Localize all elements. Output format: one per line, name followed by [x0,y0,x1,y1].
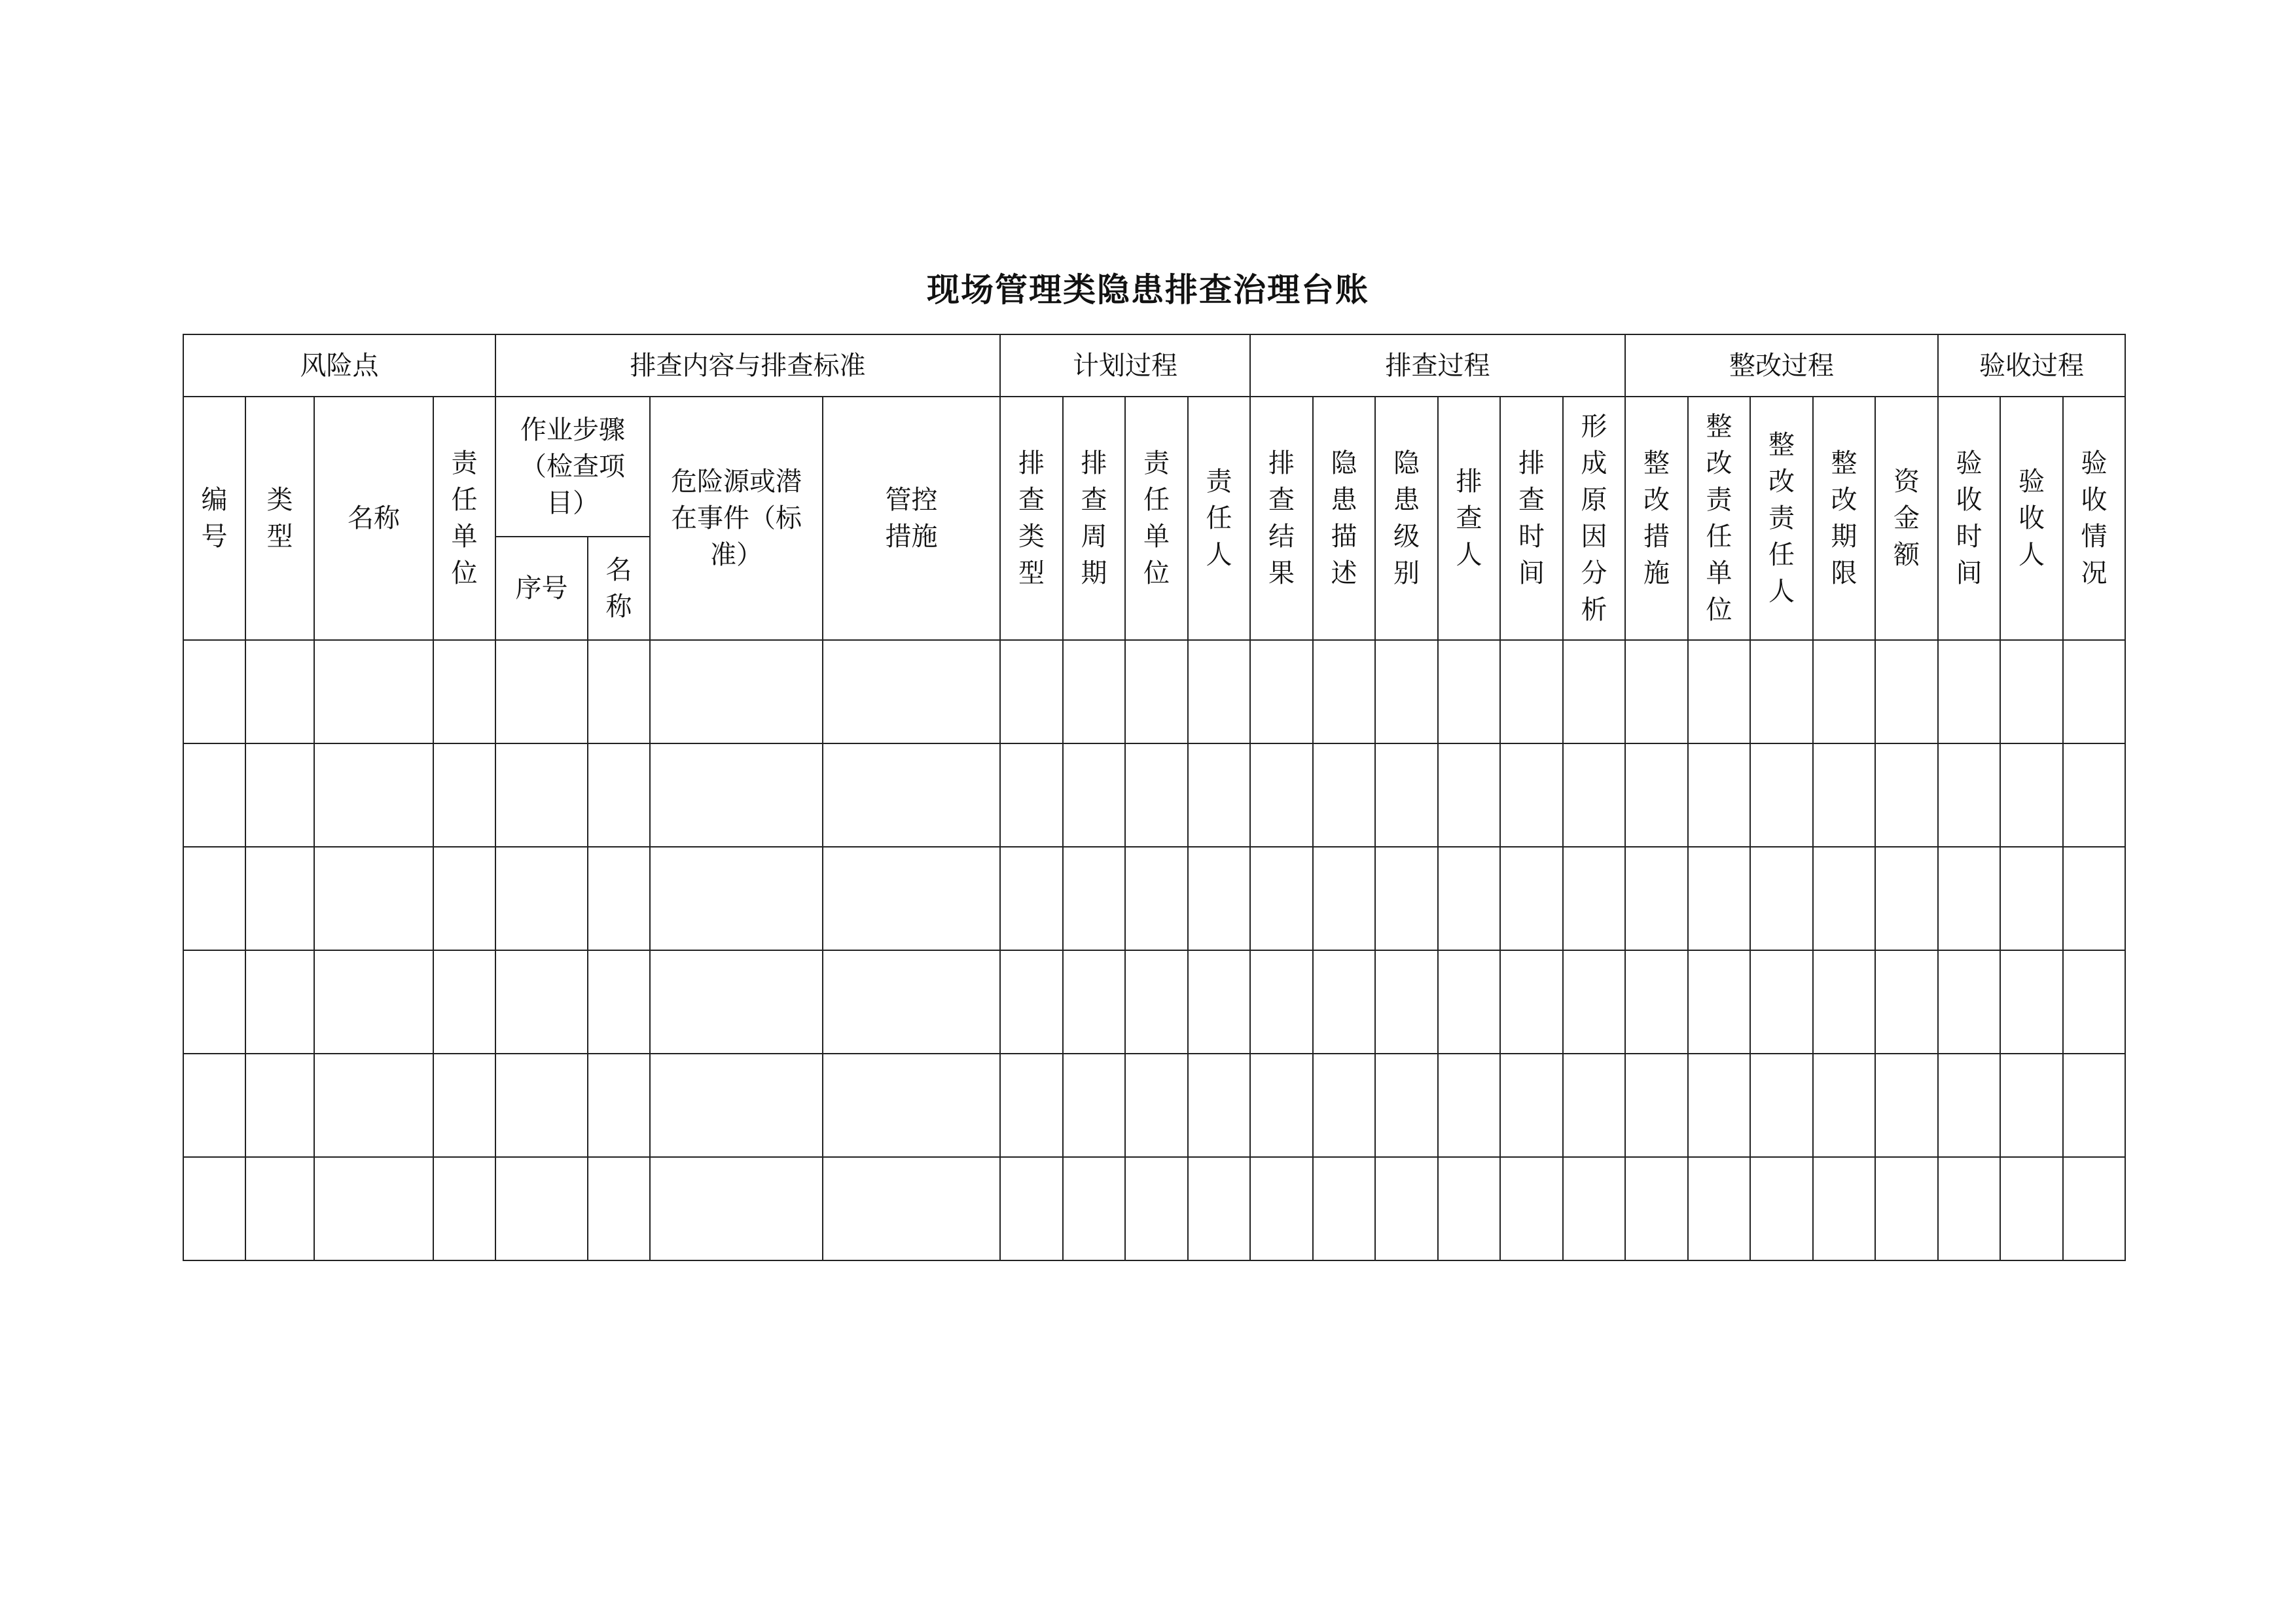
table-cell[interactable] [1813,640,1875,743]
header-control: 管控措施 [823,397,1000,640]
table-row [183,743,2125,847]
table-cell[interactable] [183,1157,245,1260]
table-cell[interactable] [2063,640,2125,743]
header-check-cycle: 排查周期 [1063,397,1125,640]
table-row [183,950,2125,1054]
header-check-result: 排查结果 [1250,397,1313,640]
table-cell[interactable] [1563,640,1625,743]
table-cell[interactable] [183,847,245,950]
table-cell[interactable] [1188,847,1250,950]
table-cell[interactable] [1938,743,2000,847]
table-cell[interactable] [1250,743,1313,847]
table-cell[interactable] [433,1054,495,1157]
table-cell[interactable] [1125,950,1188,1054]
table-cell[interactable] [1625,950,1688,1054]
table-cell[interactable] [1313,743,1375,847]
table-cell[interactable] [1500,1054,1563,1157]
header-name: 名称 [314,397,433,640]
table-cell[interactable] [245,847,314,950]
table-cell[interactable] [1063,743,1125,847]
table-cell[interactable] [1938,1157,2000,1260]
header-type: 类型 [245,397,314,640]
header-rectify-unit: 整改责任单位 [1688,397,1750,640]
table-cell[interactable] [1125,847,1188,950]
table-cell[interactable] [1000,640,1063,743]
header-accept-status: 验收情况 [2063,397,2125,640]
table-cell[interactable] [433,743,495,847]
ledger-body [183,640,2125,1260]
table-cell[interactable] [1125,1157,1188,1260]
table-cell[interactable] [1688,847,1750,950]
table-cell[interactable] [2063,847,2125,950]
table-cell[interactable] [495,950,588,1054]
table-cell[interactable] [1063,950,1125,1054]
header-work-step: 作业步骤（检查项目） [495,397,650,537]
table-cell[interactable] [1375,743,1438,847]
table-cell[interactable] [650,847,823,950]
table-cell[interactable] [433,1157,495,1260]
table-cell[interactable] [823,950,1000,1054]
group-check-process: 排查过程 [1250,334,1625,397]
table-cell[interactable] [1750,847,1813,950]
group-risk-point: 风险点 [183,334,495,397]
table-cell[interactable] [1250,1054,1313,1157]
column-header-row [183,397,2125,537]
table-row [183,847,2125,950]
table-cell[interactable] [823,743,1000,847]
group-plan-process: 计划过程 [1000,334,1250,397]
header-number: 编号 [183,397,245,640]
table-cell[interactable] [1688,1157,1750,1260]
table-cell[interactable] [433,847,495,950]
table-cell[interactable] [588,1054,650,1157]
table-cell[interactable] [1125,743,1188,847]
header-seq: 序号 [495,537,588,640]
table-cell[interactable] [650,743,823,847]
header-acceptor: 验收人 [2000,397,2063,640]
table-cell[interactable] [1063,847,1125,950]
table-cell[interactable] [1688,950,1750,1054]
table-cell[interactable] [495,1054,588,1157]
table-cell[interactable] [1500,743,1563,847]
table-cell[interactable] [1000,1157,1063,1260]
table-row [183,640,2125,743]
table-cell[interactable] [1250,847,1313,950]
table-cell[interactable] [1813,950,1875,1054]
table-cell[interactable] [2000,1157,2063,1260]
table-cell[interactable] [1563,950,1625,1054]
header-rectify-measure: 整改措施 [1625,397,1688,640]
table-cell[interactable] [1875,640,1938,743]
header-plan-resp-unit: 责任单位 [1125,397,1188,640]
table-cell[interactable] [1000,847,1063,950]
table-cell[interactable] [1563,1054,1625,1157]
table-cell[interactable] [1750,1054,1813,1157]
table-cell[interactable] [314,847,433,950]
table-cell[interactable] [650,1157,823,1260]
table-cell[interactable] [2000,950,2063,1054]
table-cell[interactable] [1313,1054,1375,1157]
table-cell[interactable] [1625,640,1688,743]
table-cell[interactable] [1188,743,1250,847]
header-step-name: 名称 [588,537,650,640]
table-cell[interactable] [1375,847,1438,950]
table-cell[interactable] [650,950,823,1054]
table-cell[interactable] [823,1157,1000,1260]
table-cell[interactable] [245,743,314,847]
table-cell[interactable] [1313,1157,1375,1260]
table-cell[interactable] [1750,640,1813,743]
header-rectify-person: 整改责任人 [1750,397,1813,640]
group-accept-process: 验收过程 [1938,334,2125,397]
table-cell[interactable] [1938,1054,2000,1157]
table-cell[interactable] [1688,640,1750,743]
table-cell[interactable] [1625,1157,1688,1260]
table-cell[interactable] [433,950,495,1054]
table-cell[interactable] [1563,847,1625,950]
header-resp-unit: 责任单位 [433,397,495,640]
table-cell[interactable] [314,640,433,743]
table-cell[interactable] [495,847,588,950]
table-cell[interactable] [1125,640,1188,743]
table-cell[interactable] [1063,640,1125,743]
table-cell[interactable] [2063,1157,2125,1260]
table-cell[interactable] [1188,640,1250,743]
table-cell[interactable] [823,1054,1000,1157]
table-cell[interactable] [1000,950,1063,1054]
table-cell[interactable] [1125,1054,1188,1157]
table-cell[interactable] [1938,640,2000,743]
header-fund: 资金额 [1875,397,1938,640]
table-cell[interactable] [314,1054,433,1157]
table-cell[interactable] [183,640,245,743]
table-cell[interactable] [1375,1157,1438,1260]
table-row [183,1054,2125,1157]
table-cell[interactable] [1375,1054,1438,1157]
table-cell[interactable] [1813,847,1875,950]
table-cell[interactable] [1500,847,1563,950]
table-cell[interactable] [1875,1157,1938,1260]
group-rectify-process: 整改过程 [1625,334,1938,397]
table-cell[interactable] [2000,1054,2063,1157]
header-hazard-level: 隐患级别 [1375,397,1438,640]
table-cell[interactable] [433,640,495,743]
table-cell[interactable] [1375,640,1438,743]
table-cell[interactable] [1250,640,1313,743]
table-cell[interactable] [1813,743,1875,847]
table-cell[interactable] [1875,743,1938,847]
table-cell[interactable] [245,950,314,1054]
table-cell[interactable] [1688,743,1750,847]
table-row [183,1157,2125,1260]
table-cell[interactable] [1000,743,1063,847]
table-cell[interactable] [1063,1054,1125,1157]
table-cell[interactable] [1438,1157,1500,1260]
table-cell[interactable] [588,950,650,1054]
table-cell[interactable] [495,743,588,847]
table-cell[interactable] [650,640,823,743]
table-cell[interactable] [588,847,650,950]
table-cell[interactable] [1500,950,1563,1054]
header-hazard: 危险源或潜在事件（标准） [650,397,823,640]
table-cell[interactable] [1375,950,1438,1054]
table-cell[interactable] [1500,640,1563,743]
table-cell[interactable] [1750,743,1813,847]
table-cell[interactable] [2000,640,2063,743]
table-cell[interactable] [1750,950,1813,1054]
group-content-standard: 排查内容与排查标准 [495,334,1000,397]
table-cell[interactable] [650,1054,823,1157]
table-cell[interactable] [245,1157,314,1260]
table-cell[interactable] [245,640,314,743]
table-cell[interactable] [1313,640,1375,743]
header-cause-analysis: 形成原因分析 [1563,397,1625,640]
table-cell[interactable] [495,640,588,743]
hazard-ledger-table [183,334,2126,1261]
table-cell[interactable] [1938,847,2000,950]
table-cell[interactable] [1313,950,1375,1054]
page-title: 现场管理类隐患排查治理台账 [927,270,1369,309]
table-cell[interactable] [1625,743,1688,847]
table-cell[interactable] [314,950,433,1054]
table-cell[interactable] [1063,1157,1125,1260]
table-cell[interactable] [1813,1157,1875,1260]
header-plan-resp-person: 责任人 [1188,397,1250,640]
table-cell[interactable] [2063,950,2125,1054]
table-cell[interactable] [1250,1157,1313,1260]
table-cell[interactable] [588,743,650,847]
table-cell[interactable] [823,640,1000,743]
table-cell[interactable] [1563,1157,1625,1260]
table-cell[interactable] [495,1157,588,1260]
table-cell[interactable] [2000,743,2063,847]
table-cell[interactable] [1438,1054,1500,1157]
table-cell[interactable] [1563,743,1625,847]
table-cell[interactable] [1438,950,1500,1054]
table-cell[interactable] [2063,1054,2125,1157]
table-cell[interactable] [1188,950,1250,1054]
table-cell[interactable] [183,743,245,847]
table-cell[interactable] [183,950,245,1054]
header-checker: 排查人 [1438,397,1500,640]
table-cell[interactable] [1875,847,1938,950]
table-cell[interactable] [245,1054,314,1157]
table-cell[interactable] [588,640,650,743]
table-cell[interactable] [1688,1054,1750,1157]
table-cell[interactable] [1750,1157,1813,1260]
table-cell[interactable] [2000,847,2063,950]
table-cell[interactable] [1625,1054,1688,1157]
header-check-type: 排查类型 [1000,397,1063,640]
table-cell[interactable] [823,847,1000,950]
table-cell[interactable] [1625,847,1688,950]
header-accept-time: 验收时间 [1938,397,2000,640]
table-cell[interactable] [1875,1054,1938,1157]
table-cell[interactable] [1875,950,1938,1054]
table-cell[interactable] [1188,1157,1250,1260]
table-cell[interactable] [1438,640,1500,743]
header-check-time: 排查时间 [1500,397,1563,640]
table-cell[interactable] [1250,950,1313,1054]
table-cell[interactable] [314,1157,433,1260]
table-cell[interactable] [1000,1054,1063,1157]
header-rectify-deadline: 整改期限 [1813,397,1875,640]
table-cell[interactable] [314,743,433,847]
header-hazard-desc: 隐患描述 [1313,397,1375,640]
group-header-row [183,334,2125,397]
table-cell[interactable] [2063,743,2125,847]
table-cell[interactable] [1188,1054,1250,1157]
table-cell[interactable] [1438,743,1500,847]
table-cell[interactable] [1500,1157,1563,1260]
table-cell[interactable] [1813,1054,1875,1157]
table-cell[interactable] [183,1054,245,1157]
table-cell[interactable] [1938,950,2000,1054]
table-cell[interactable] [1313,847,1375,950]
table-cell[interactable] [588,1157,650,1260]
table-cell[interactable] [1438,847,1500,950]
